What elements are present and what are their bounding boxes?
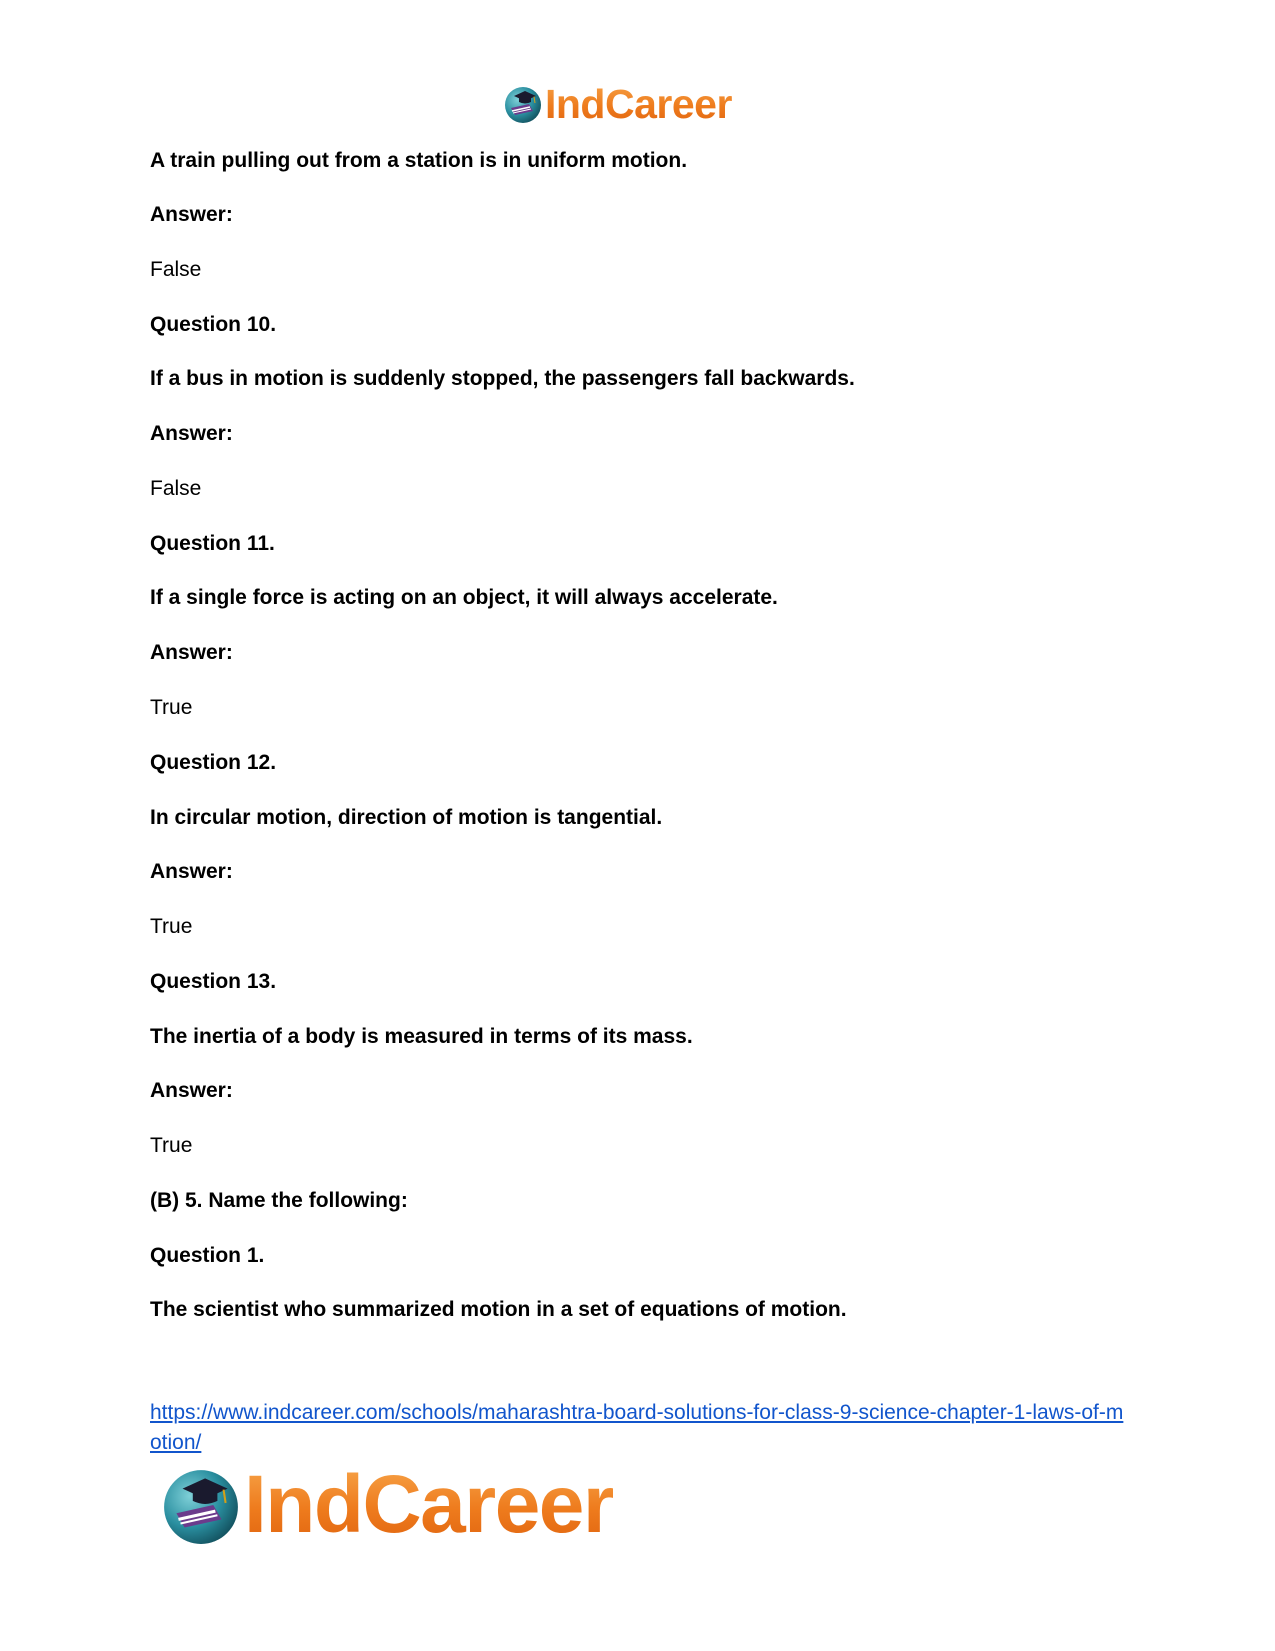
footer-logo-text: IndCareer	[244, 1459, 614, 1550]
graduation-globe-icon	[160, 1464, 242, 1546]
answer-label: Answer:	[150, 203, 233, 226]
question-statement: In circular motion, direction of motion is tangential.	[150, 806, 663, 829]
answer-label: Answer:	[150, 641, 233, 664]
question-number: Question 1.	[150, 1244, 265, 1267]
answer-value: True	[150, 915, 193, 938]
question-number: Question 10.	[150, 313, 277, 336]
question-number: Question 13.	[150, 970, 277, 993]
question-number: Question 11.	[150, 532, 275, 555]
question-statement: The inertia of a body is measured in terms of its mass.	[150, 1025, 693, 1048]
source-url-link[interactable]: https://www.indcareer.com/schools/maharashtra-board-solutions-for-class-9-science-chapter-1-laws-of-motion/	[150, 1401, 1124, 1454]
answer-label: Answer:	[150, 860, 233, 883]
question-statement: The scientist who summarized motion in a set of equations of motion.	[150, 1298, 847, 1321]
question-statement: If a bus in motion is suddenly stopped, the passengers fall backwards.	[150, 367, 855, 390]
question-statement: A train pulling out from a station is in uniform motion.	[150, 149, 688, 172]
answer-value: False	[150, 477, 202, 500]
header-logo	[503, 80, 732, 128]
section-heading: (B) 5. Name the following:	[150, 1189, 408, 1212]
answer-value: False	[150, 258, 202, 281]
footer-logo	[160, 1459, 614, 1550]
answer-value: True	[150, 1134, 193, 1157]
answer-label: Answer:	[150, 422, 233, 445]
answer-value: True	[150, 696, 193, 719]
answer-label: Answer:	[150, 1079, 233, 1102]
graduation-globe-icon	[503, 84, 543, 124]
question-statement: If a single force is acting on an object, it will always accelerate.	[150, 586, 778, 609]
header-logo-text: IndCareer	[545, 81, 732, 127]
question-number: Question 12.	[150, 751, 277, 774]
